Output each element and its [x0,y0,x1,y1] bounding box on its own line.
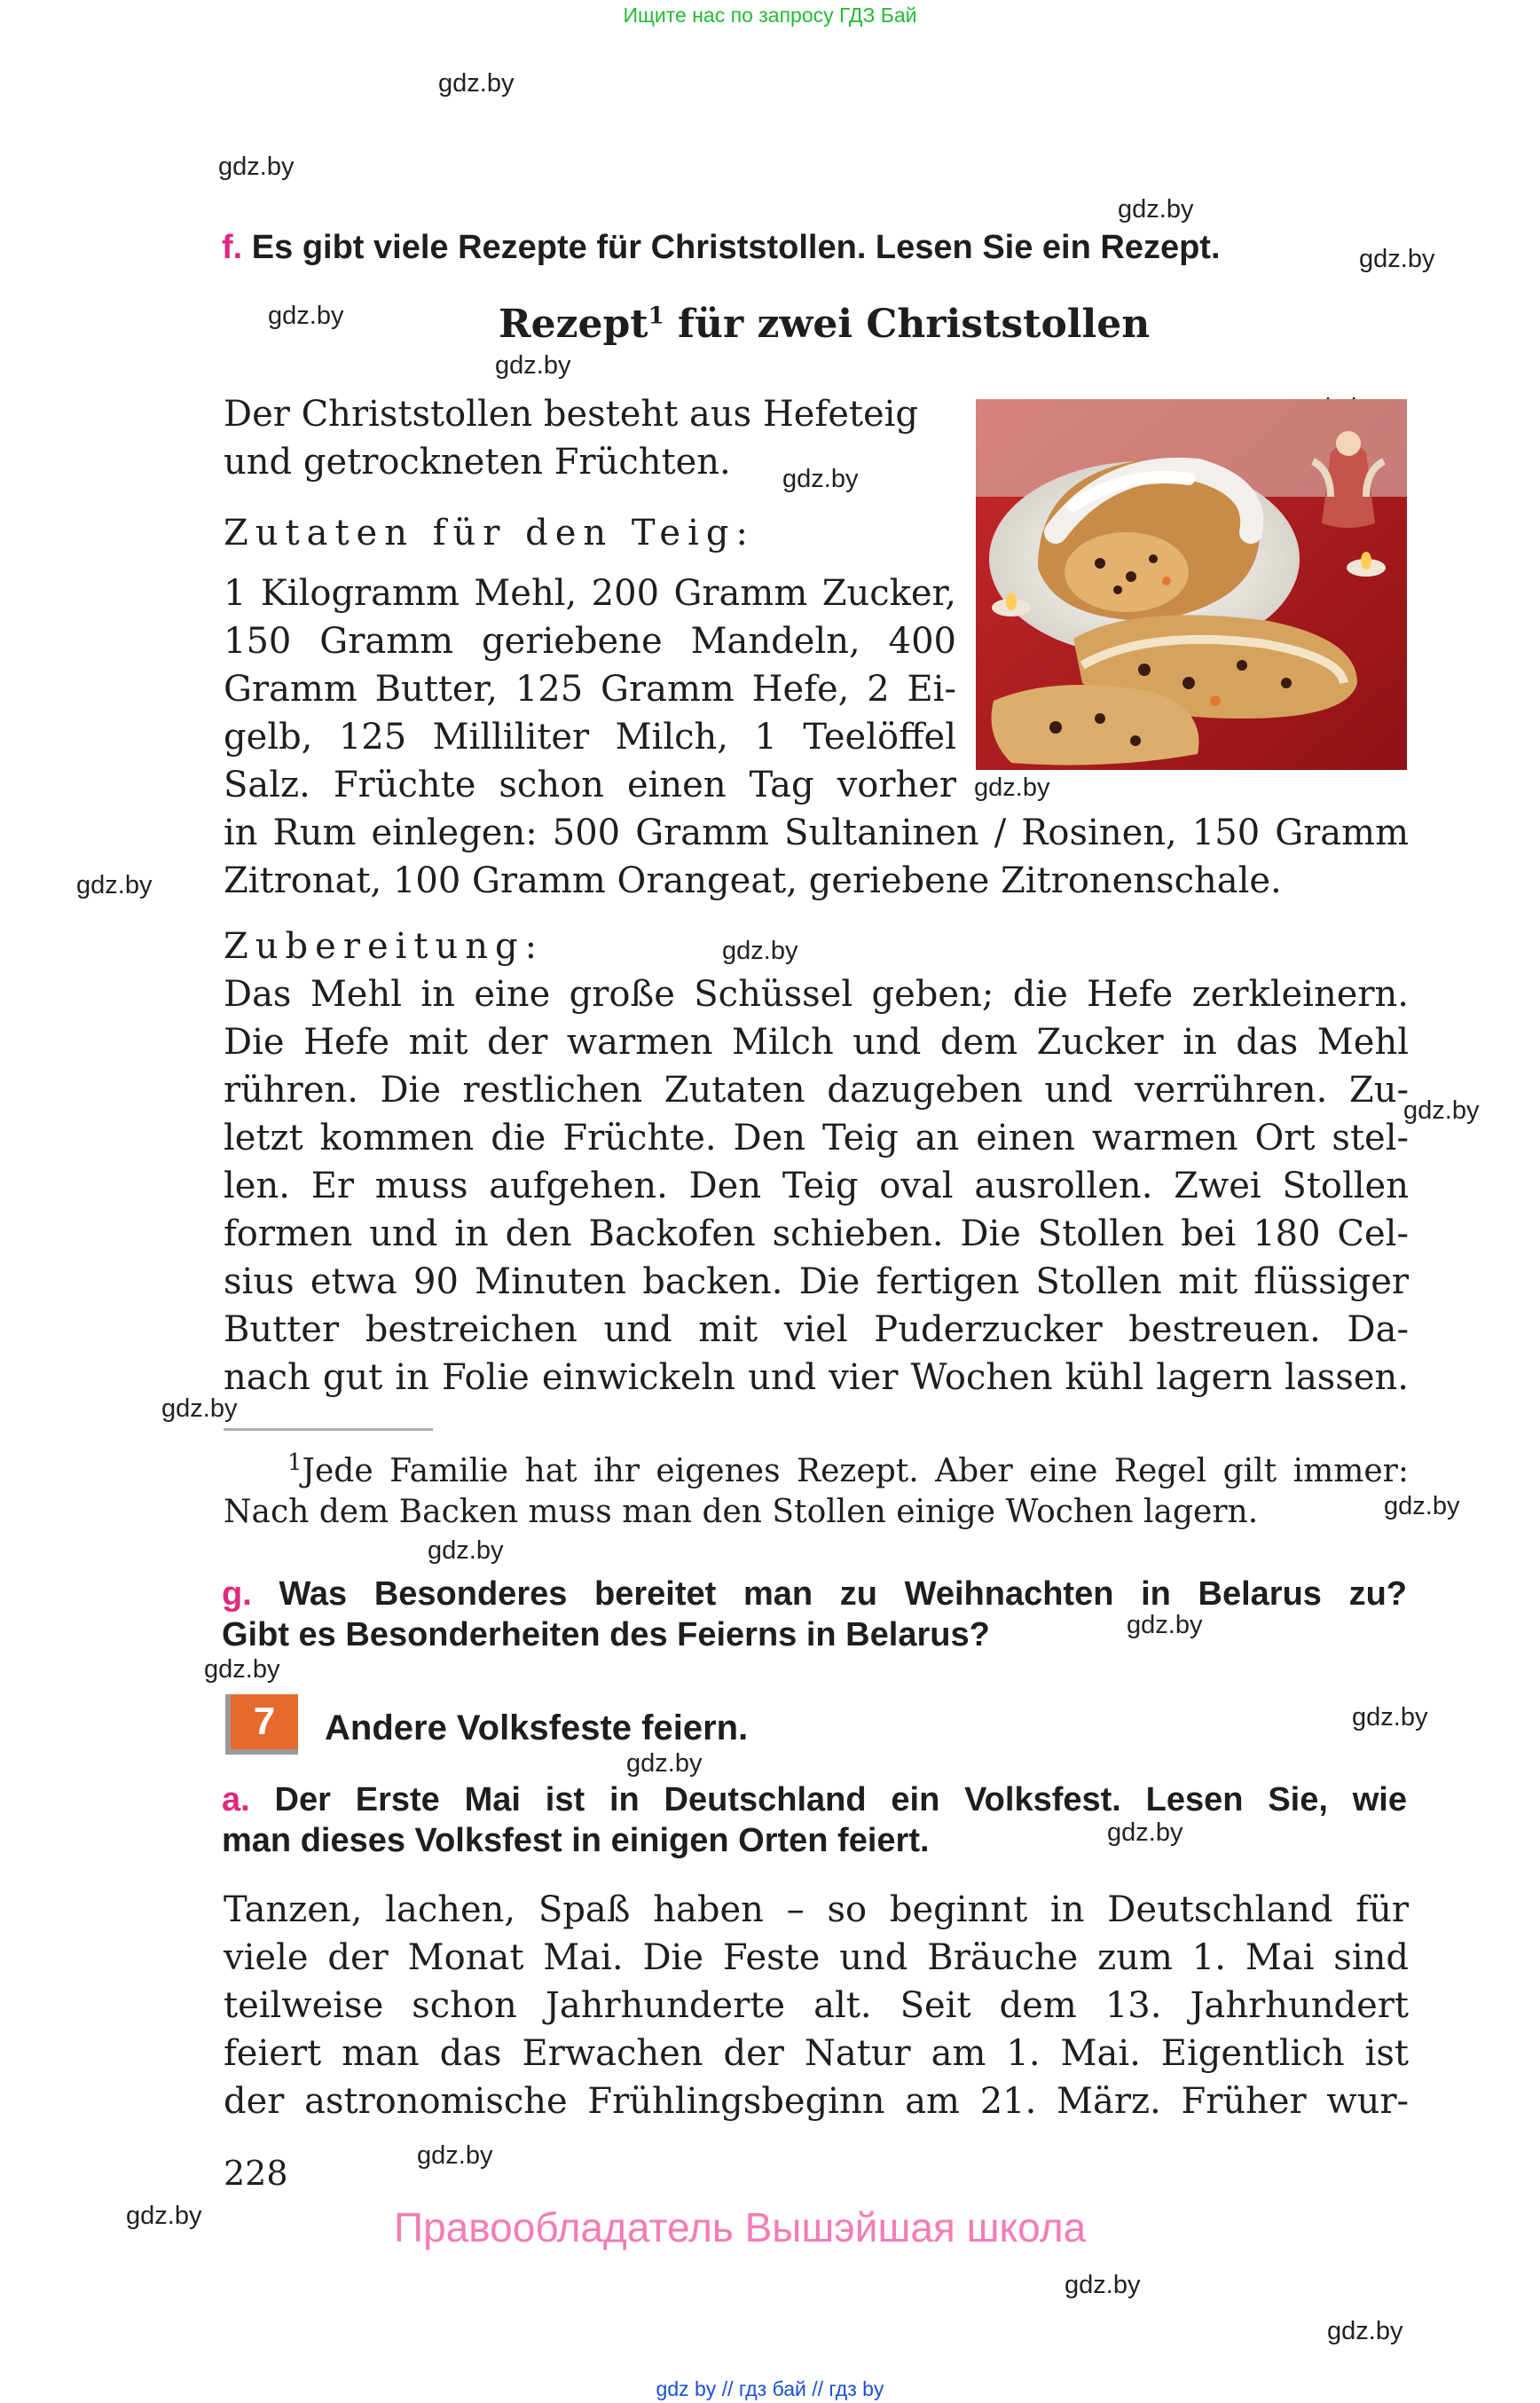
task-g [222,1574,1407,1655]
task-a [222,1779,1407,1861]
watermark: gdz.by [495,351,571,380]
footnote [224,1451,1409,1533]
text-line: Der Christstollen besteht aus Hefeteig [224,394,919,435]
christstollen-photo [976,399,1407,770]
watermark: gdz.by [1127,1611,1203,1639]
watermark: gdz.by [126,2202,202,2230]
text-line: len. Er muss aufgehen. Den Teig oval ausrollen. Zwei Stollen [224,1166,1409,1206]
text-line: Das Mehl in eine große Schüssel geben; die Hefe zerkleinern. [224,974,1409,1015]
watermark: gdz.by [268,302,344,330]
task-letter: g. [222,1575,252,1613]
footnote-ref: 1 [648,302,664,330]
text-line: und getrockneten Früchten. [224,442,731,483]
recipe-title-rest: für zwei Christstollen [664,302,1151,347]
task-line: man dieses Volksfest in einigen Orten feiert. [222,1822,930,1859]
footer-links[interactable]: gdz by // гдз бай // гдз by [656,2377,884,2400]
text-line: der astronomische Frühlingsbeginn am 21. März. Früher wur- [224,2081,1409,2122]
text-line: gelb, 125 Milliliter Milch, 1 Teelöffel [224,717,956,758]
watermark: gdz.by [1065,2271,1141,2299]
text-line: Zitronat, 100 Gramm Orangeat, geriebene Zitronenschale. [224,860,1282,901]
task-text: Der Erste Mai ist in Deutschland ein Volksfest. Lesen Sie, wie [274,1781,1407,1818]
watermark: gdz.by [76,871,153,899]
text-line: letzt kommen die Früchte. Den Teig an einen warmen Ort stel- [224,1118,1409,1158]
watermark: gdz.by [1384,1492,1460,1520]
search-hint: Ищите нас по запросу ГДЗ Бай [623,4,917,27]
text-line: formen und in den Backofen schieben. Die Stollen bei 180 Cel- [224,1213,1409,1254]
recipe-intro [224,390,956,486]
watermark: gdz.by [974,774,1050,802]
preparation-heading: Zubereitung: [224,926,545,967]
text-line: sius etwa 90 Minuten backen. Die fertigen Stollen mit flüssiger [224,1261,1409,1302]
task-line: Gibt es Besonderheiten des Feierns in Belarus? [222,1616,990,1653]
ingredients-heading: Zutaten für den Teig: [224,513,755,554]
watermark: gdz.by [428,1536,504,1565]
text-line: in Rum einlegen: 500 Gramm Sultaninen / Rosinen, 150 Gramm [224,813,1409,853]
watermark: gdz.by [204,1655,280,1684]
ingredients-continued [224,809,1409,905]
text-line: Tanzen, lachen, Spaß haben – so beginnt in Deutschland für [224,1889,1409,1930]
section-title: Andere Volksfeste feiern. [325,1708,749,1747]
watermark: gdz.by [1107,1818,1183,1847]
page-number: 228 [224,2154,288,2193]
text-line: 1 Kilogramm Mehl, 200 Gramm Zucker, [224,573,956,614]
ingredients-list [224,569,956,809]
task-text: Es gibt viele Rezepte für Christstollen. Lesen Sie ein Rezept. [251,229,1221,266]
text-line: Gramm Butter, 125 Gramm Hefe, 2 Ei- [224,669,956,710]
footnote-line: Nach dem Backen muss man den Stollen einige Wochen lagern. [224,1494,1259,1530]
recipe-title [499,302,1150,347]
footnote-divider [224,1428,433,1431]
copyright-notice: Правообладатель Вышэйшая школа [394,2204,1087,2250]
text-line: Die Hefe mit der warmen Milch und dem Zucker in das Mehl [224,1022,1409,1063]
text-line: Butter bestreichen und mit viel Puderzucker bestreuen. Da- [224,1309,1409,1350]
section-number-badge: 7 [225,1694,298,1755]
recipe-title-text: Rezept [499,302,648,347]
watermark: gdz.by [722,937,798,965]
text-line: 150 Gramm geriebene Mandeln, 400 [224,621,956,662]
preparation-text [224,970,1409,1402]
watermark: gdz.by [417,2141,493,2170]
task-line [222,1574,1407,1614]
watermark: gdz.by [626,1749,703,1778]
text-line: Salz. Früchte schon einen Tag vorher [224,765,956,805]
watermark: gdz.by [161,1394,238,1423]
footnote-mark: 1 [287,1449,302,1476]
text-line: feiert man das Erwachen der Natur am 1. Mai. Eigentlich ist [224,2033,1409,2074]
may-text [224,1886,1409,2125]
watermark: gdz.by [1118,195,1194,224]
watermark: gdz.by [218,153,295,181]
watermark: gdz.by [438,69,515,98]
task-letter: a. [222,1781,250,1818]
task-letter: f. [222,229,243,266]
watermark: gdz.by [1359,245,1435,273]
task-line [222,1779,1407,1820]
watermark: gdz.by [782,465,859,493]
footnote-text: Jede Familie hat ihr eigenes Rezept. Aber eine Regel gilt immer: [302,1453,1409,1489]
task-text: Was Besonderes bereitet man zu Weihnachten in Belarus zu? [279,1575,1408,1613]
watermark: gdz.by [1327,2317,1403,2345]
footnote-line [224,1451,1409,1492]
text-line: viele der Monat Mai. Die Feste und Bräuche zum 1. Mai sind [224,1937,1409,1978]
watermark: gdz.by [1352,1703,1428,1732]
text-line: nach gut in Folie einwickeln und vier Wochen kühl lagern lassen. [224,1357,1409,1398]
text-line: rühren. Die restlichen Zutaten dazugeben und verrühren. Zu- [224,1070,1409,1111]
watermark: gdz.by [1403,1096,1480,1125]
text-line: teilweise schon Jahrhunderte alt. Seit dem 13. Jahrhundert [224,1985,1409,2026]
task-f [222,229,1375,267]
